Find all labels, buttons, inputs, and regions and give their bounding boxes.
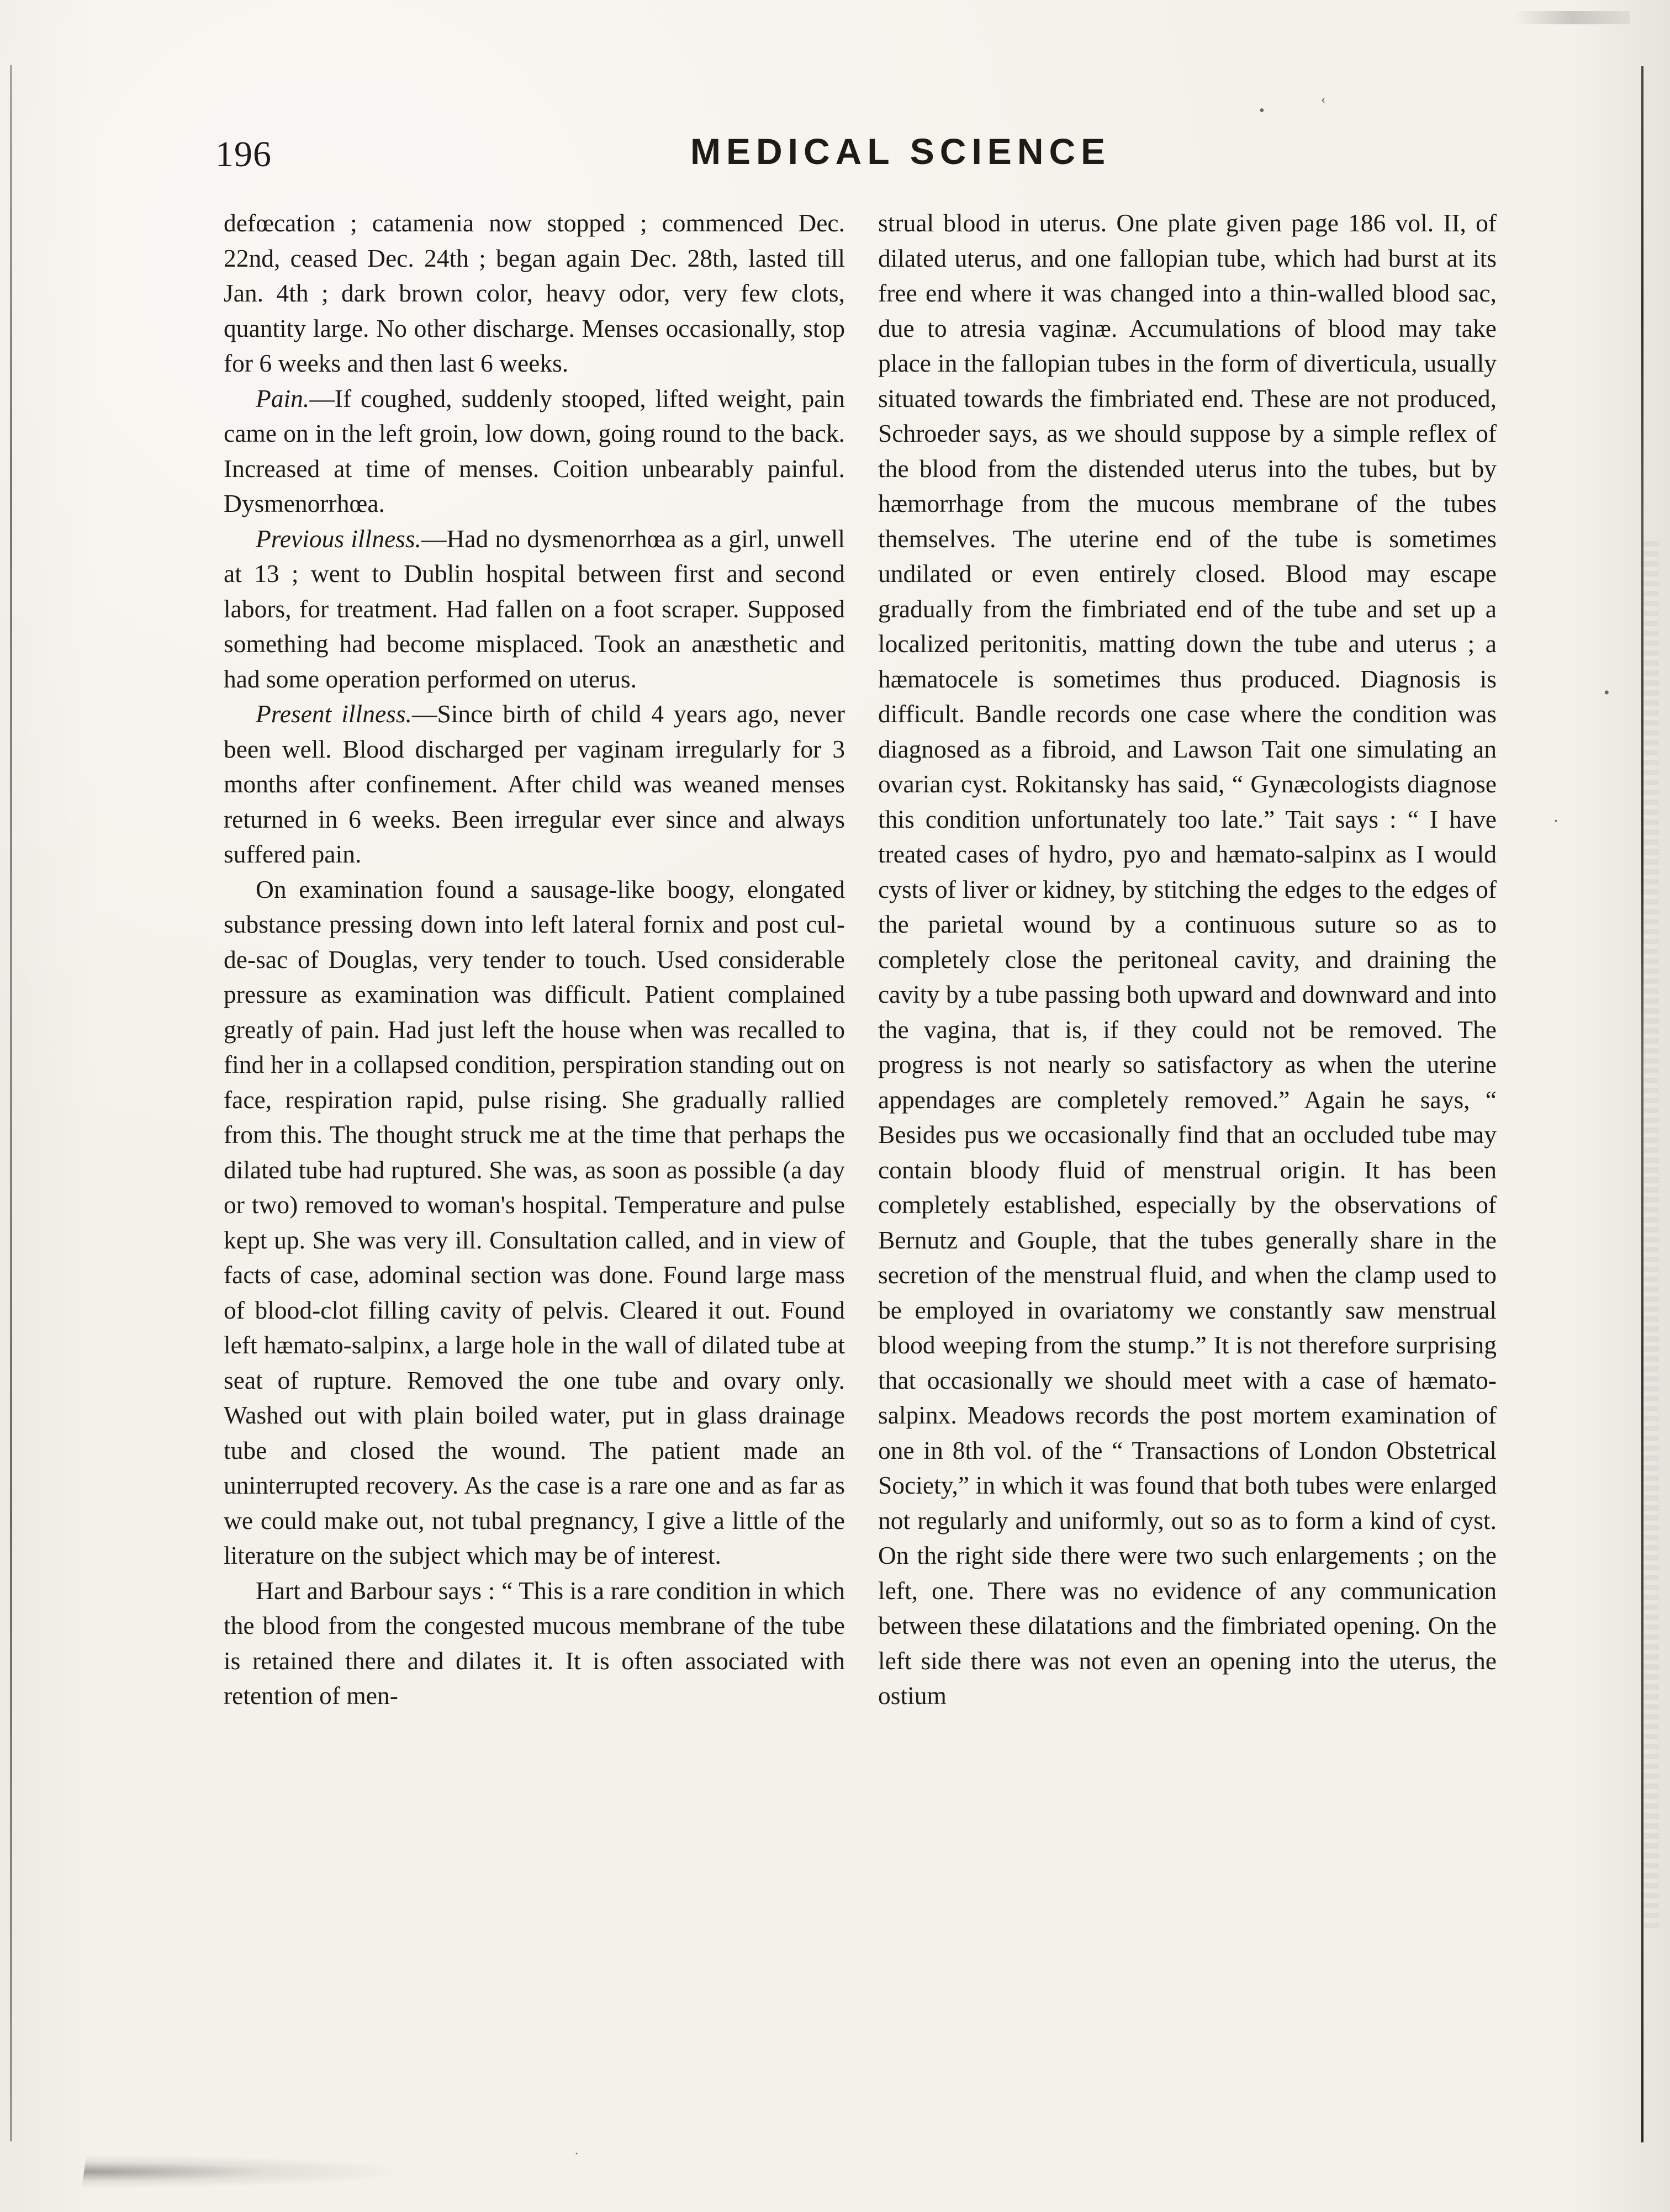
pain-heading: Pain.: [256, 384, 310, 412]
previous-illness-heading: Previous illness.: [256, 524, 421, 553]
right-column: [878, 205, 1497, 1713]
present-illness-text: —Since birth of child 4 years ago, never been well. Blood discharged per vaginam irregularly for 3 months after confinement. After child was weaned menses returned in 6 weeks. Been irregular ever since and always suffered pain.: [224, 700, 845, 868]
present-illness-heading: Present illness.: [256, 700, 412, 728]
pain-text: —If coughed, suddenly stooped, lifted weight, pain came on in the left groin, low down, going round to the back. Increased at time of menses. Coition unbearably painful. Dysmenorrhœa.: [224, 384, 845, 517]
previous-illness-text: —Had no dysmenorrhœa as a girl, unwell at 13 ; went to Dublin hospital between first and second labors, for treatment. Had fallen on a foot scraper. Supposed something had become misplaced. Took an anæsthetic and had some operation performed on uterus.: [224, 524, 845, 693]
right-binding-shadow: [1641, 66, 1643, 2142]
left-paragraph-present-illness: [224, 696, 845, 872]
dust-mark: •: [1259, 102, 1265, 119]
bottom-left-smudge: [82, 2156, 395, 2188]
left-paragraph-examination: On examination found a sausage-like boogy, elongated substance pressing down into left lateral fornix and post cul-de-sac of Douglas, very tender to touch. Used considerable pressure as examination was difficult. Patient complained greatly of pain. Had just left the house when was recalled to find her in a collapsed condition, perspiration standing out on face, respiration rapid, pulse rising. She gradually rallied from this. The thought struck me at the time that perhaps the dilated tube had ruptured. She was, as soon as possible (a day or two) removed to woman's hospital. Temperature and pulse kept up. She was very ill. Consultation called, and in view of facts of case, adominal section was done. Found large mass of blood-clot filling cavity of pelvis. Cleared it out. Found left hæmato-salpinx, a large hole in the wall of dilated tube at seat of rupture. Removed the one tube and ovary only. Washed out with plain boiled water, put in glass drainage tube and closed the wound. The patient made an uninterrupted recovery. As the case is a rare one and as far as we could make out, not tubal pregnancy, I give a little of the literature on the subject which may be of interest.: [224, 875, 845, 1569]
dust-mark: ·: [1553, 811, 1559, 830]
left-paragraph-1: defœcation ; catamenia now stopped ; commenced Dec. 22nd, ceased Dec. 24th ; began again Dec. 28th, lasted till Jan. 4th ; dark brown color, heavy odor, very few clots, quantity large. No other discharge. Menses occasionally, stop for 6 weeks and then last 6 weeks.: [224, 209, 845, 377]
dust-mark: ·: [574, 2147, 579, 2161]
left-paragraph-pain: [224, 381, 845, 521]
right-paragraph-1: strual blood in uterus. One plate given page 186 vol. II, of dilated uterus, and one fallopian tube, which had burst at its free end where it was changed into a thin-walled blood sac, due to atresia vaginæ. Accumulations of blood may take place in the fallopian tubes in the form of diverticula, usually situated towards the fimbriated end. These are not produced, Schroeder says, as we should suppose by a simple reflex of the blood from the distended uterus into the tubes, but by hæmorrhage from the mucous membrane of the tubes themselves. The uterine end of the tube is sometimes undilated or even entirely closed. Blood may escape gradually from the fimbriated end of the tube and set up a localized peritonitis, matting down the tube and uterus ; a hæmatocele is sometimes thus produced. Diagnosis is difficult. Bandle records one case where the condition was diagnosed as a fibroid, and Lawson Tait one simulating an ovarian cyst. Rokitansky has said, “ Gynæcologists diagnose this condition unfortunately too late.” Tait says : “ I have treated cases of hydro, pyo and hæmato-salpinx as I would cysts of liver or kidney, by stitching the edges to the edges of the parietal wound by a continuous suture so as to completely close the peritoneal cavity, and draining the cavity by a tube passing both upward and downward and into the vagina, that is, if they could not be removed. The progress is not nearly so satisfactory as when the uterine appendages are completely removed.” Again he says, “ Besides pus we occasionally find that an occluded tube may contain bloody fluid of menstrual origin. It has been completely established, especially by the observations of Bernutz and Gouple, that the tubes generally share in the secretion of the menstrual fluid, and when the clamp used to be employed in ovariatomy we constantly saw menstrual blood weeping from the stump.” It is not therefore surprising that occasionally we should meet with a case of hæmato-salpinx. Meadows records the post mortem examination of one in 8th vol. of the “ Transactions of London Obstetrical Society,” in which it was found that both tubes were enlarged not regularly and uniformly, out so as to form a kind of cyst. On the right side there were two such enlargements ; on the left, one. There was no evidence of any communication between these dilatations and the fimbriated opening. On the left side there was not even an opening into the uterus, the ostium: [878, 209, 1497, 1710]
left-paragraph-hart-barbour: Hart and Barbour says : “ This is a rare condition in which the blood from the congested mucous membrane of the tube is retained there and dilates it. It is often associated with retention of men-: [224, 1576, 845, 1710]
left-column: [224, 205, 845, 1713]
page-number: 196: [215, 134, 272, 174]
dust-mark: •: [1604, 684, 1610, 702]
left-paragraph-previous-illness: [224, 521, 845, 697]
running-title: MEDICAL SCIENCE: [690, 131, 1111, 172]
top-right-smudge: [1514, 11, 1630, 24]
page-header: [215, 130, 1458, 191]
dust-mark: ‹: [1321, 91, 1326, 107]
left-binding-shadow: [10, 65, 12, 2141]
